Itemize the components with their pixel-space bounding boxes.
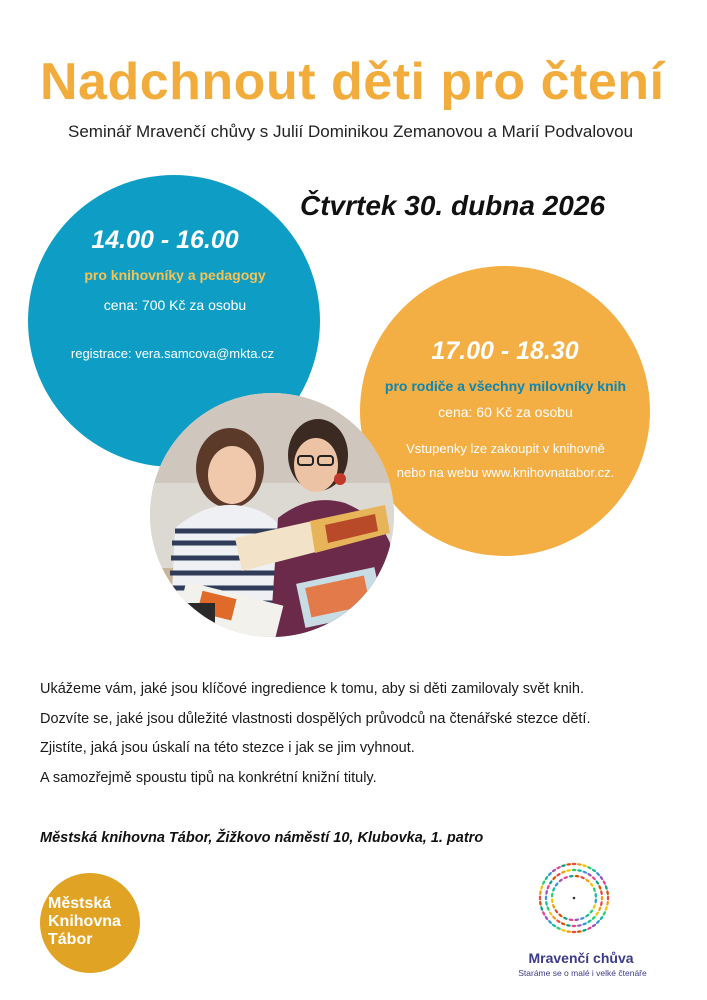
ant-mark [545,896,547,901]
two-women-reading-book-photo [150,393,394,637]
library-logo-line3: Tábor [48,931,93,948]
session-one-registration[interactable]: registrace: vera.samcova@mkta.cz [70,346,275,361]
ant-mark [547,919,552,924]
session-two-time: 17.00 - 18.30 [431,337,579,365]
ant-mark [552,915,557,920]
photo-illustration [150,393,394,637]
session-one-time: 14.00 - 16.00 [91,226,239,254]
ant-mark [582,870,587,874]
description-line: A samozřejmě spoustu tipů na konkrétní knižní tituly. [40,769,377,786]
ant-mark [556,872,561,877]
ant-mark [546,906,550,911]
ant-mark [540,906,544,911]
ant-mark [600,890,603,895]
ant-mark [602,880,606,885]
ant-mark [577,863,582,866]
ant-mark [592,887,596,892]
ant-mark [604,906,608,911]
ant-mark [542,880,546,885]
ant-mark [552,876,557,881]
ant-mark [552,887,556,892]
ant-mark [566,924,571,927]
description-line: Ukážeme vám, jaké jsou klíčové ingredience k tomu, aby si děti zamilovaly svět knih. [40,681,584,697]
ant-mark [599,915,604,920]
page-title: Nadchnout děti pro čtení [40,53,665,111]
event-address: Městská knihovna Tábor, Žižkovo náměstí 10, Klubovka, 1. patro [40,830,484,846]
ant-mark [539,901,542,906]
ant-mark [552,904,556,909]
ant-mark [554,882,559,887]
ant-center-dot [573,897,576,900]
ant-mark [574,875,579,878]
ant-mark [592,904,596,909]
ant-mark [585,878,590,883]
ant-mark [539,890,542,895]
ant-mark [589,882,594,887]
ant-mark [572,869,577,871]
ant-mark [591,868,596,873]
description-block [40,680,680,798]
ant-mark [568,918,573,921]
ant-mark [554,909,559,914]
ant-mark [577,869,582,872]
ant-mark [540,885,544,890]
session-one-audience: pro knihovníky a pedagogy [84,267,266,283]
ant-mark [600,901,603,906]
ant-mark [544,915,549,920]
ant-mark [585,913,590,918]
session-two-audience: pro rodiče a všechny milovníky knih [384,378,627,394]
ant-mark [577,930,582,933]
ant-mark [598,885,602,890]
ant-mark [544,875,549,880]
ant-mark [595,911,600,916]
ant-mark [572,931,577,933]
ant-mark [561,922,566,926]
event-date: Čtvrtek 30. dubna 2026 [300,190,606,221]
ant-mark [558,878,563,883]
ant-mark [563,876,568,880]
session-two-price: cena: 60 Kč za osobu [438,404,573,420]
ant-mark [556,866,561,870]
subtitle: Seminář Mravenčí chůvy s Julií Dominikou Zemanovou a Marií Podvalovou [68,122,634,141]
ant-mark [587,872,592,877]
ant-mark [599,875,604,880]
ant-mark [587,926,592,930]
ant-mark [561,864,566,868]
ant-mark [595,871,600,876]
ant-logo-tagline: Staráme se o malé i velké čtenáře [518,968,647,978]
ant-mark [561,928,566,932]
ant-mark [551,868,556,873]
ant-mark [595,919,600,924]
ant-mark [587,866,592,870]
ant-mark [602,911,606,916]
ant-mark [604,885,608,890]
ant-mark [582,922,587,926]
ant-mark [595,880,600,885]
ant-mark [558,913,563,918]
ant-mark [577,924,582,927]
session-one-price: cena: 700 Kč za osobu [103,297,247,313]
ant-mark [572,863,577,865]
ant-mark [582,928,587,932]
ant-mark [606,890,609,895]
ant-mark [551,923,556,928]
ant-mark [548,911,553,916]
ant-mark [539,896,541,901]
ant-mark [591,876,596,881]
colorful-ant-ring-icon [502,848,662,948]
ant-mark [556,926,561,930]
library-logo [40,873,140,973]
session-two-tickets-line2[interactable]: nebo na webu www.knihovnatabor.cz. [396,465,615,480]
ant-mark [574,918,579,921]
ant-mark [545,890,548,895]
ant-mark [569,875,574,878]
ant-mark [566,869,571,872]
ant-mark [591,923,596,928]
description-line: Zjistíte, jaká jsou úskalí na této stezce i jak se jim vyhnout. [40,740,415,756]
ant-mark [594,893,597,898]
ant-mark [589,909,594,914]
description-line: Dozvíte se, jaké jsou důležité vlastnosti dospělých průvodců na čtenářské stezce dětí. [40,710,591,727]
ant-mark [542,911,546,916]
ant-mark [607,896,609,901]
ant-mark [598,906,602,911]
ant-mark [548,880,553,885]
ant-mark [594,898,597,903]
library-logo-line1: Městská [48,895,112,912]
ant-mark [545,901,548,906]
library-logo-line2: Knihovna [48,913,121,930]
ant-mark [572,925,577,927]
ant-mark [563,916,568,920]
ant-mark [561,870,566,874]
ant-mark [606,901,609,906]
ant-logo-name: Mravenčí chůva [528,950,634,966]
ant-mark [587,919,592,924]
ant-mark [566,930,571,933]
ant-mark [547,871,552,876]
ant-mark [551,892,554,897]
ant-mark [601,896,603,901]
ant-mark [580,876,585,880]
session-two-tickets-line1: Vstupenky lze zakoupit v knihovně [406,441,605,456]
ant-mark [580,916,585,920]
ant-mark [551,898,554,903]
ant-mark [556,919,561,924]
ant-mark [582,864,587,868]
ant-mark [566,863,571,866]
ant-mark [591,915,596,920]
ant-mark [546,885,550,890]
